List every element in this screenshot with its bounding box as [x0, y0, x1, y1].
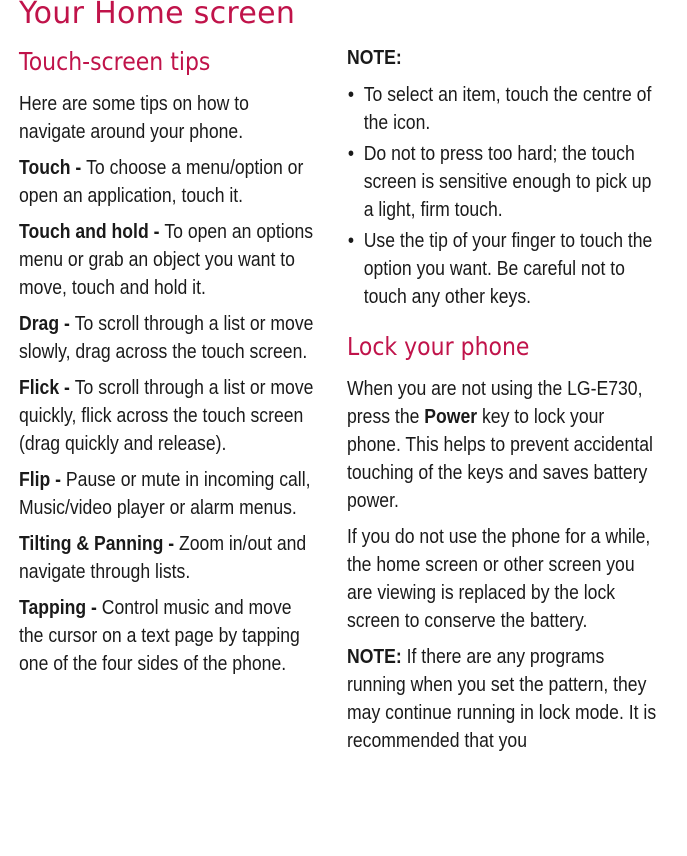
left-column [19, 44, 316, 686]
bullet-dot-icon: • [347, 143, 355, 165]
note-bullet-text: To select an item, touch the centre of the icon. [363, 84, 652, 134]
lock-paragraph-1 [347, 375, 657, 515]
tip-term: Touch - [19, 157, 87, 179]
lock-note-text: If there are any programs running when you set the pattern, they may continue running in lock mode. It is recommended that you [347, 646, 657, 752]
lock-p1-text: When you are not using the LG-E730, press the [347, 378, 643, 428]
tip-term: Flip - [19, 469, 66, 491]
note-bullet [347, 227, 657, 311]
note-bullet-text: Do not to press too hard; the touch screen is sensitive enough to pick up a light, firm touch. [363, 143, 652, 221]
tip-tapping [19, 594, 316, 678]
lock-heading: Lock your phone [347, 332, 530, 361]
tip-touch [19, 154, 316, 210]
tip-term: Tilting & Panning - [19, 533, 180, 555]
tip-drag [19, 310, 316, 366]
tip-term: Drag - [19, 313, 75, 335]
bullet-dot-icon: • [347, 230, 355, 252]
right-column [347, 44, 657, 763]
note-bullet-text: Use the tip of your finger to touch the option you want. Be careful not to touch any other keys. [363, 230, 653, 308]
lock-note [347, 643, 657, 755]
tip-term: Tapping - [19, 597, 102, 619]
tip-tilting-panning [19, 530, 316, 586]
tip-desc: To open an options menu or grab an object you want to move, touch and hold it. [19, 221, 314, 299]
note-bullet [347, 81, 657, 137]
tip-term: Touch and hold - [19, 221, 165, 243]
lock-note-label: NOTE: [347, 646, 402, 668]
touch-tips-intro: Here are some tips on how to navigate around your phone. [19, 93, 249, 143]
touch-tips-heading: Touch-screen tips [19, 47, 211, 76]
lock-paragraph-2: If you do not use the phone for a while, the home screen or other screen you are viewing is replaced by the lock screen to conserve the battery. [347, 526, 651, 632]
note-label: NOTE: [347, 47, 402, 69]
bullet-dot-icon: • [347, 84, 355, 106]
note-bullet [347, 140, 657, 224]
tip-touch-and-hold [19, 218, 316, 302]
tip-flip [19, 466, 316, 522]
tip-flick [19, 374, 316, 458]
tip-term: Flick - [19, 377, 75, 399]
note-bullet-list [347, 81, 657, 311]
tip-desc: Zoom in/out and navigate through lists. [19, 533, 307, 583]
power-key-label: Power [424, 406, 478, 428]
tip-desc: Control music and move the cursor on a text page by tapping one of the four sides of the phone. [19, 597, 300, 675]
tip-desc: To scroll through a list or move slowly, drag across the touch screen. [19, 313, 314, 363]
tip-desc: Pause or mute in incoming call, Music/video player or alarm menus. [19, 469, 311, 519]
tip-desc: To choose a menu/option or open an application, touch it. [19, 157, 304, 207]
lock-p1-text-end: key to lock your phone. This helps to prevent accidental touching of the keys and saves battery power. [347, 406, 653, 512]
tip-desc: To scroll through a list or move quickly, flick across the touch screen (drag quickly and release). [19, 377, 314, 455]
page-title: Your Home screen [19, 0, 296, 31]
